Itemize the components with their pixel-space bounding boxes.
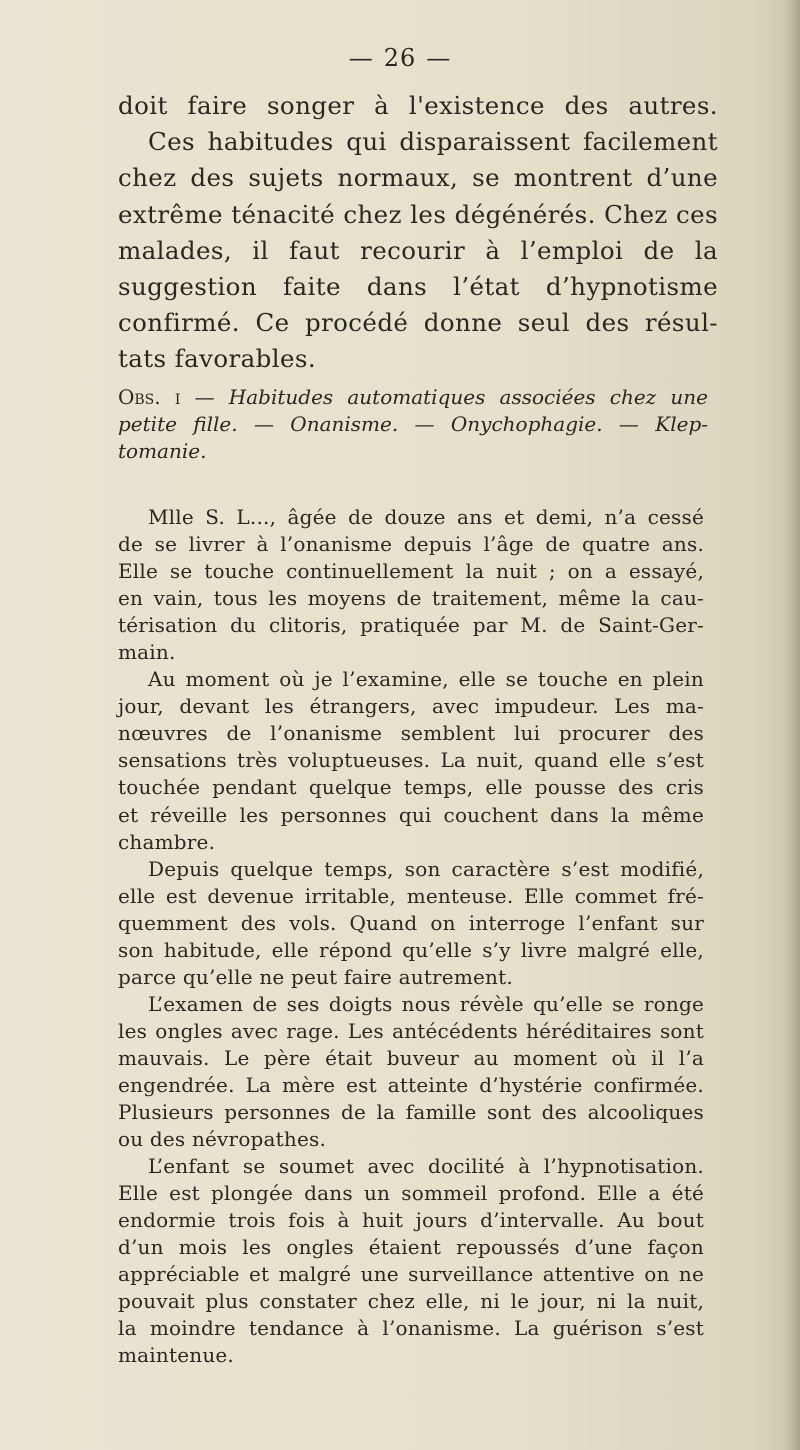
body-line: les ongles avec rage. Les antécédents héréditaires sont xyxy=(118,1018,704,1043)
body-line: nœuvres de l’onanisme semblent lui procurer des xyxy=(118,721,704,746)
intro-line: Ces habitudes qui disparaissent facilement xyxy=(148,127,718,157)
intro-line: chez des sujets normaux, se montrent d’une xyxy=(118,163,718,193)
body-line: Elle est plongée dans un sommeil profond. Elle a été xyxy=(118,1181,704,1206)
body-line: Plusieurs personnes de la famille sont des alcooliques xyxy=(118,1100,704,1125)
intro-paragraph xyxy=(118,88,718,378)
body-line: chambre. xyxy=(118,829,216,854)
body-line: et réveille les personnes qui couchent dans la même xyxy=(118,802,704,827)
body-line: elle est devenue irritable, menteuse. Elle commet fré- xyxy=(118,883,704,908)
body-line: quemment des vols. Quand on interroge l’enfant sur xyxy=(118,910,704,935)
intro-line: suggestion faite dans l’état d’hypnotisme xyxy=(118,272,718,302)
body-line: la moindre tendance à l’onanisme. La guérison s’est xyxy=(118,1316,704,1341)
body-line: ou des névropathes. xyxy=(118,1127,327,1152)
page-edge-shadow xyxy=(786,0,800,1450)
intro-line: malades, il faut recourir à l’emploi de la xyxy=(118,235,718,265)
body-line: endormie trois fois à huit jours d’intervalle. Au bout xyxy=(118,1208,704,1233)
observation-heading xyxy=(118,384,708,465)
body-line: appréciable et malgré une surveillance attentive on ne xyxy=(118,1262,704,1287)
obs-title-line-3: tomanie. xyxy=(118,439,207,463)
body-line: térisation du clitoris, pratiquée par M. de Saint-Ger- xyxy=(118,613,704,638)
body-line: maintenue. xyxy=(118,1343,234,1368)
body-line: Depuis quelque temps, son caractère s’est modifié, xyxy=(148,856,704,881)
body-line: de se livrer à l’onanisme depuis l’âge de quatre ans. xyxy=(118,532,704,557)
body-line: engendrée. La mère est atteinte d’hystérie confirmée. xyxy=(118,1072,704,1097)
obs-title-line-2: petite fille. — Onanisme. — Onychophagie. — Klep- xyxy=(118,412,708,436)
obs-label: Obs. xyxy=(118,385,161,409)
body-line: Mlle S. L..., âgée de douze ans et demi, n’a cessé xyxy=(148,505,704,529)
body-line: main. xyxy=(118,640,176,665)
body-line: Elle se touche continuellement la nuit ; on a essayé, xyxy=(118,559,704,584)
body-line: en vain, tous les moyens de traitement, même la cau- xyxy=(118,586,704,611)
intro-line: doit faire songer à l'existence des autres. xyxy=(118,91,718,120)
body-line: son habitude, elle répond qu’elle s’y livre malgré elle, xyxy=(118,937,704,962)
page-number-dash-left: — xyxy=(348,44,374,72)
body-line: d’un mois les ongles étaient repoussés d’une façon xyxy=(118,1235,704,1260)
obs-number: i xyxy=(174,385,181,409)
intro-line: confirmé. Ce procédé donne seul des résul- xyxy=(118,308,718,338)
page-number-dash-right: — xyxy=(426,44,452,72)
body-line: parce qu’elle ne peut faire autrement. xyxy=(118,964,513,989)
intro-line: extrême ténacité chez les dégénérés. Chez ces xyxy=(118,199,718,229)
observation-body xyxy=(118,504,704,1370)
body-line: pouvait plus constater chez elle, ni le jour, ni la nuit, xyxy=(118,1289,704,1314)
obs-title-line-1: Habitudes automatiques associées chez une xyxy=(228,385,709,409)
intro-line: tats favorables. xyxy=(118,344,317,374)
page-number-value: 26 xyxy=(383,44,417,72)
page-number xyxy=(0,44,800,72)
obs-dash: — xyxy=(194,385,215,409)
body-line: Au moment où je l’examine, elle se touche en plein xyxy=(148,667,704,692)
body-line: mauvais. Le père était buveur au moment où il l’a xyxy=(118,1045,704,1070)
body-line: L’enfant se soumet avec docilité à l’hypnotisation. xyxy=(148,1154,704,1179)
body-line: L’examen de ses doigts nous révèle qu’elle se ronge xyxy=(148,991,704,1016)
body-line: touchée pendant quelque temps, elle pousse des cris xyxy=(118,775,704,800)
body-line: sensations très voluptueuses. La nuit, quand elle s’est xyxy=(118,748,704,773)
body-line: jour, devant les étrangers, avec impudeur. Les ma- xyxy=(118,694,704,719)
